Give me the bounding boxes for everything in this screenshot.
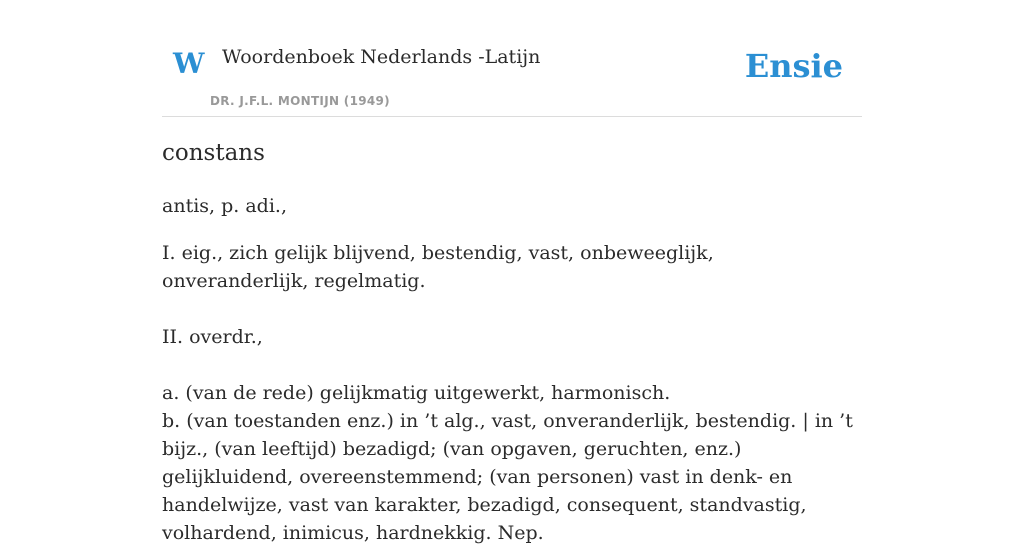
book-logo[interactable]: W	[173, 47, 205, 80]
sense-2-label: II. overdr.,	[162, 326, 263, 348]
entry-definition	[162, 192, 864, 547]
sense-2b: b. (van toestanden enz.) in ’t alg., vast, onveranderlijk, bestendig. | in ’t bijz., (van leeftijd) bezadigd; (van opgaven, geruchten, enz.) gelijkluidend, overeenstemmend; (van personen) vast in denk- en handelwijze, vast van karakter, bezadigd, consequent, standvastig, volhardend, inimicus, hardnekkig. Nep.	[162, 410, 853, 544]
spacer	[162, 220, 864, 239]
spacer	[162, 351, 864, 379]
book-author: DR. J.F.L. MONTIJN (1949)	[210, 94, 390, 108]
header	[162, 0, 862, 117]
sense-2a: a. (van de rede) gelijkmatig uitgewerkt, harmonisch.	[162, 382, 671, 404]
entry-title: constans	[162, 140, 265, 166]
grammar-info: antis, p. adi.,	[162, 195, 287, 217]
ensie-logo[interactable]: Ensie	[744, 47, 843, 85]
page	[162, 0, 862, 544]
spacer	[162, 295, 864, 323]
sense-1: I. eig., zich gelijk blijvend, bestendig, vast, onbeweeglijk, onveranderlijk, regelmatig.	[162, 242, 714, 292]
book-title[interactable]: Woordenboek Nederlands -Latijn	[222, 46, 541, 68]
